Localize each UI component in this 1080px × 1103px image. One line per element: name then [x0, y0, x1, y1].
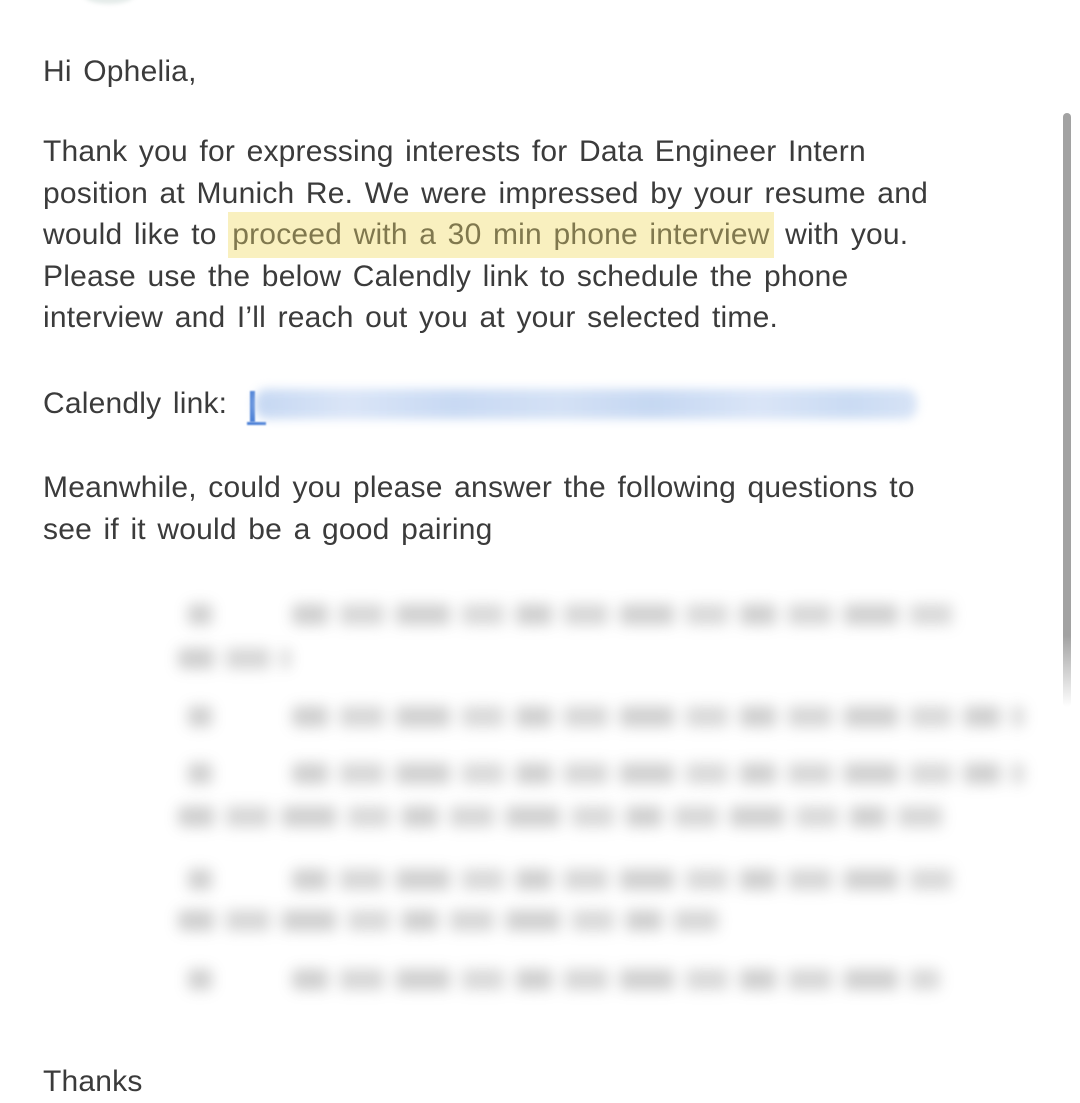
email-greeting: Hi Ophelia, — [43, 55, 197, 88]
email-closing: Thanks — [43, 1065, 143, 1098]
redacted-question-line — [178, 648, 290, 669]
paragraph-text: would like to — [43, 218, 229, 252]
paragraph-line: interview and I’ll reach out you at your selected time. — [43, 301, 779, 335]
redacted-question-line — [292, 706, 1024, 727]
redacted-question-number — [188, 869, 212, 890]
paragraph-line: see if it would be a good pairing — [43, 512, 493, 546]
calendly-link-underline — [247, 422, 266, 425]
avatar — [83, 0, 135, 4]
redacted-question-number — [188, 604, 212, 625]
redacted-question-line — [292, 869, 964, 890]
redacted-question-number — [188, 763, 212, 784]
calendly-link-label: Calendly link: — [43, 387, 228, 420]
redacted-question-line — [292, 969, 940, 990]
email-paragraph-2 — [43, 467, 915, 550]
email-paragraph-1 — [43, 131, 928, 339]
redacted-question-number — [188, 706, 212, 727]
paragraph-line — [43, 214, 928, 256]
calendly-link-redacted[interactable] — [255, 389, 917, 419]
paragraph-line: position at Munich Re. We were impressed by your resume and — [43, 176, 928, 210]
redacted-question-line — [178, 910, 720, 931]
paragraph-line: Meanwhile, could you please answer the following questions to — [43, 471, 915, 504]
redacted-question-line — [292, 763, 1024, 784]
redacted-question-number — [188, 969, 212, 990]
scrollbar-thumb[interactable] — [1063, 113, 1071, 707]
paragraph-line: Thank you for expressing interests for Data Engineer Intern — [43, 135, 866, 168]
redacted-question-line — [292, 604, 964, 625]
highlighted-text: proceed with a 30 min phone interview — [228, 212, 773, 258]
redacted-question-line — [178, 806, 954, 827]
paragraph-line: Please use the below Calendly link to schedule the phone — [43, 259, 849, 293]
paragraph-text: with you. — [773, 218, 909, 252]
